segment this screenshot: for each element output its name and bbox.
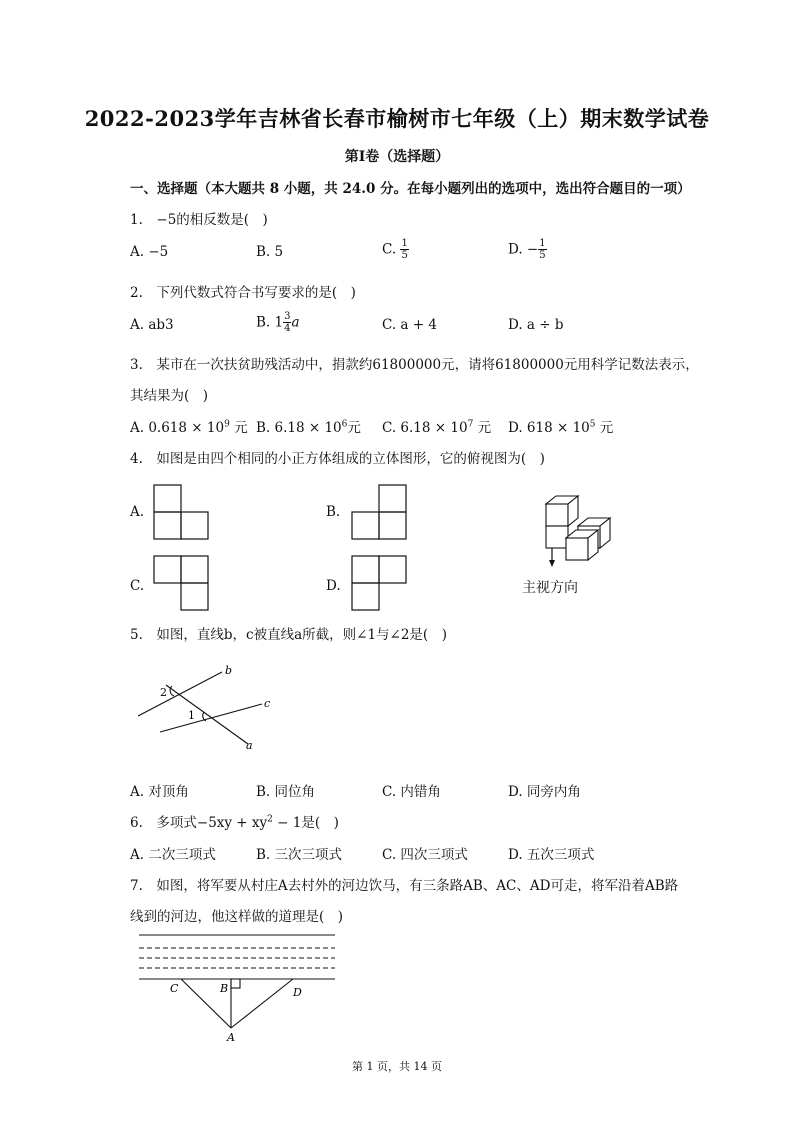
question-5-stem: 5. 如图，直线b，c被直线a所截，则∠1与∠2是( )	[130, 627, 447, 643]
page-footer: 第 1 页，共 14 页	[352, 1060, 442, 1073]
point-b-label: B	[220, 982, 229, 995]
q5-option-a: A. 对顶角	[130, 784, 189, 800]
q1-option-c: C. $\frac{1}{5}$	[382, 238, 408, 261]
q5-option-c: C. 内错角	[382, 784, 441, 800]
q2-option-a: A. ab3	[130, 317, 174, 333]
q6-option-d: D. 五次三项式	[508, 847, 595, 863]
q4-option-b-label: B.	[326, 504, 341, 520]
q6-option-b: B. 三次三项式	[256, 847, 343, 863]
question-2-stem: 2. 下列代数式符合书写要求的是( )	[130, 285, 356, 301]
q2-option-c: C. a + 4	[382, 317, 437, 333]
q4-option-d-figure	[348, 553, 410, 615]
label-c: c	[264, 697, 271, 710]
point-d-label: D	[293, 986, 302, 999]
question-4-stem: 4. 如图是由四个相同的小正方体组成的立体图形，它的俯视图为( )	[130, 451, 545, 467]
question-7-stem-line1: 7. 如图，将军要从村庄A去村外的河边饮马，有三条路AB、AC、AD可走，将军沿着AB路	[130, 878, 679, 894]
question-7-stem-line2: 线到的河边，他这样做的道理是( )	[130, 909, 344, 925]
q6-option-a: A. 二次三项式	[130, 847, 216, 863]
q4-option-a-label: A.	[130, 504, 145, 520]
q1-option-a: A. −5	[130, 244, 169, 260]
label-a: a	[246, 739, 253, 752]
angle-2-label: 2	[160, 686, 167, 699]
q5-option-b: B. 同位角	[256, 784, 316, 800]
q4-option-c-figure	[150, 553, 212, 615]
q3-option-b: B. $6.18 \times 10^6$元	[256, 419, 361, 436]
question-1-stem: 1. −5的相反数是( )	[130, 212, 268, 228]
q4-option-c-label: C.	[130, 578, 145, 594]
section-heading: 一、选择题（本大题共 8 小题，共 24.0 分。在每小题列出的选项中，选出符合题目的一项）	[130, 181, 691, 197]
view-direction-label: 主视方向	[522, 580, 578, 596]
q4-cube-figure	[538, 490, 618, 570]
q5-option-d: D. 同旁内角	[508, 784, 581, 800]
volume-subtitle: 第Ⅰ卷（选择题）	[344, 149, 450, 165]
q2-option-b: B. 1 $\frac{3}{4}$ a	[256, 311, 300, 334]
question-3-stem-line1: 3. 某市在一次扶贫助残活动中，捐款约61800000元，请将61800000元用科学记数法表示，	[130, 357, 699, 373]
q3-option-d: D. $618 \times 10^5$ 元	[508, 419, 614, 436]
q4-option-d-label: D.	[326, 578, 341, 594]
question-6-stem: 6. 多项式$-5xy + xy^2 - 1$是( )	[130, 814, 339, 831]
q7-river-figure	[135, 928, 340, 1046]
point-c-label: C	[170, 982, 179, 995]
angle-1-label: 1	[188, 709, 195, 722]
q1-option-b: B. 5	[256, 244, 284, 260]
question-3-stem-line2: 其结果为( )	[130, 388, 209, 404]
q5-lines-figure	[130, 660, 290, 755]
page-title: 2022-2023学年吉林省长春市榆树市七年级（上）期末数学试卷	[84, 106, 710, 131]
label-b: b	[225, 664, 233, 677]
q3-option-c: C. $6.18 \times 10^7$ 元	[382, 419, 492, 436]
q2-option-d: D. a ÷ b	[508, 317, 564, 333]
q1-option-d: D. − $\frac{1}{5}$	[508, 238, 546, 261]
q3-option-a: A. $0.618 \times 10^9$ 元	[130, 419, 248, 436]
q4-option-b-figure	[348, 482, 410, 544]
q6-option-c: C. 四次三项式	[382, 847, 468, 863]
q4-option-a-figure	[150, 482, 212, 544]
point-a-label: A	[227, 1031, 235, 1044]
